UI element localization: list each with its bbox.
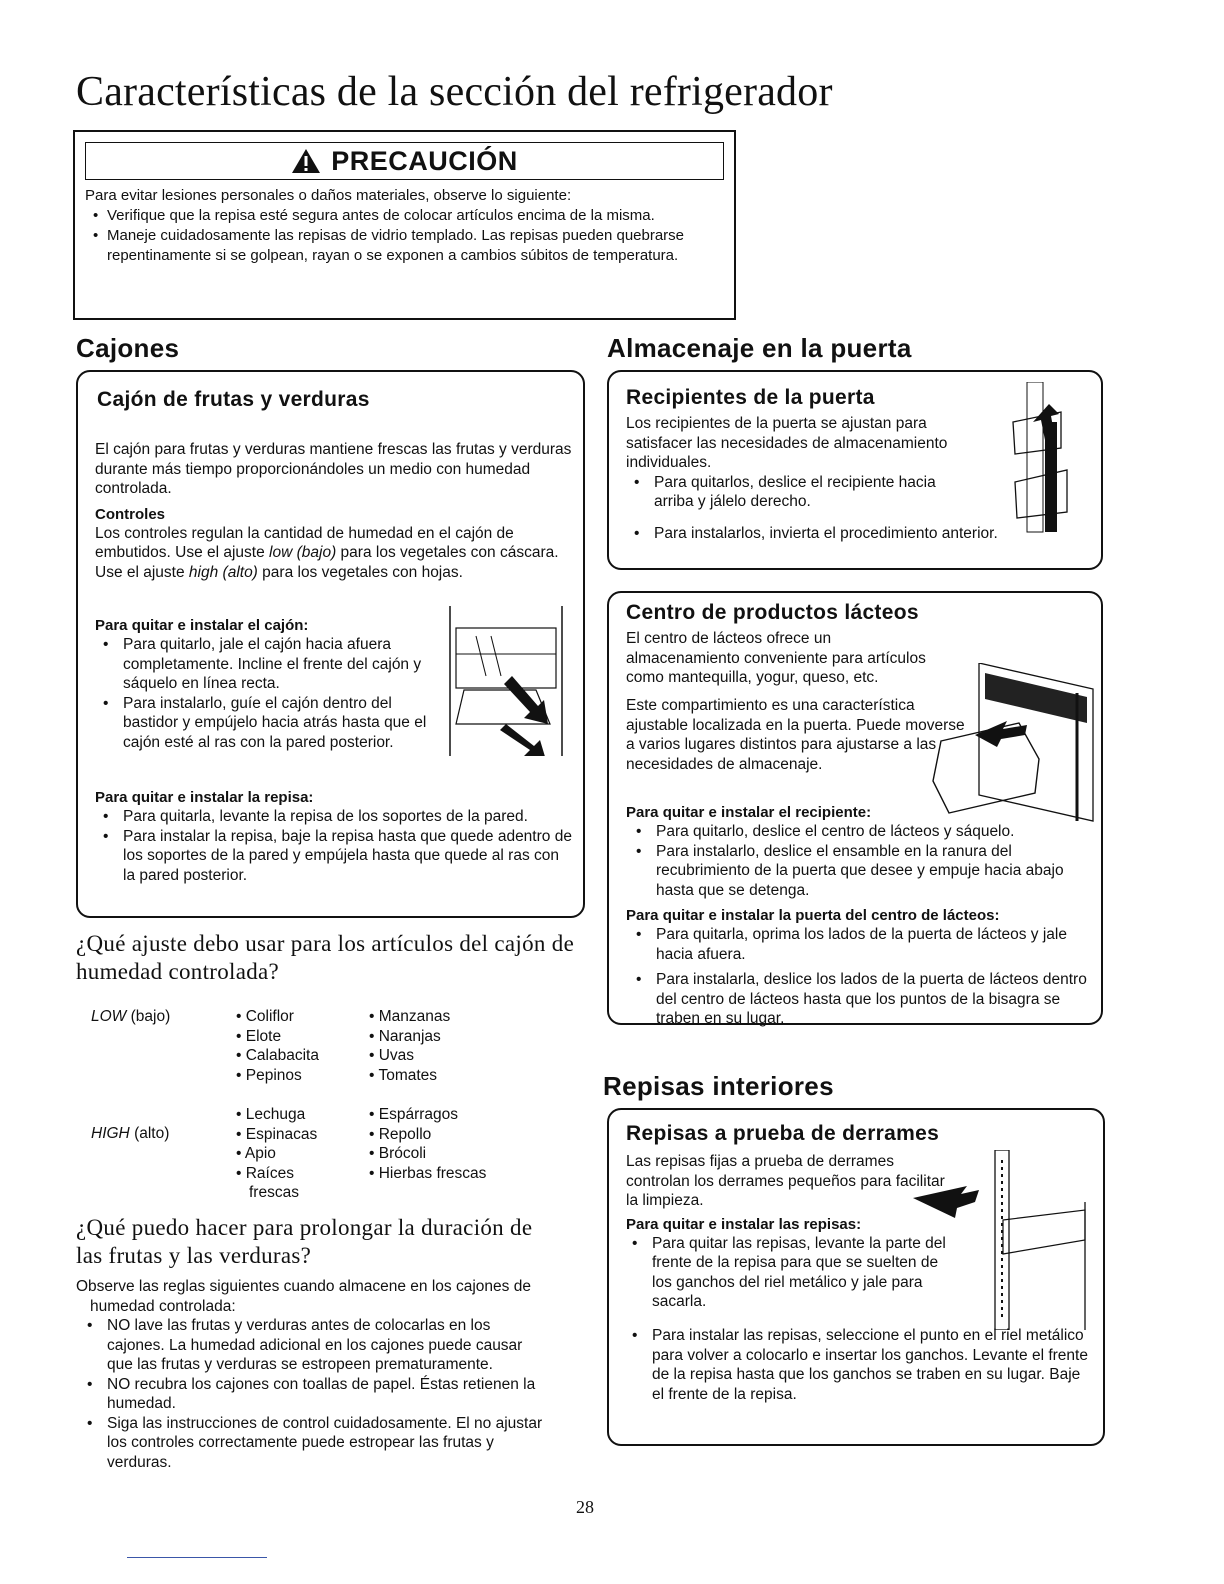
drawer-illustration (446, 606, 568, 756)
footer-rule (127, 1557, 267, 1558)
list-item: • Uvas (369, 1047, 415, 1064)
list-item: • Manzanas (369, 1008, 451, 1025)
remove-shelf-item: • Para quitarla, levante la repisa de los soportes de la pared. (123, 807, 575, 827)
list-item: • Naranjas (369, 1027, 441, 1045)
question2-title: ¿Qué puedo hacer para prolongar la duración de las frutas y las verduras? (76, 1215, 533, 1268)
crisper-box (76, 370, 585, 918)
dairy-bin-label: Para quitar e instalar el recipiente: (626, 804, 872, 821)
controles-label: Controles (95, 505, 166, 523)
dairy-bin-item: • Para instalarlo, deslice el ensamble en la ranura del recubrimiento de la puerta que desee y empuje hacia abajo hasta que se detenga. (656, 842, 1096, 901)
question1-title: ¿Qué ajuste debo usar para los artículos del cajón de humedad controlada? (76, 931, 575, 984)
list-item: • Espinacas (236, 1125, 318, 1143)
list-item: • Tomates (369, 1066, 438, 1084)
remove-drawer-item: • Para instalarlo, guíe el cajón dentro del bastidor y empújelo hacia atrás hasta que el cajón esté al ras con la pared posterior. (123, 694, 445, 753)
caution-intro: Para evitar lesiones personales o daños materiales, observe lo siguiente: (85, 187, 572, 204)
question2-item: • NO recubra los cajones con toallas de papel. Éstas retienen la humedad. (107, 1375, 546, 1414)
list-item: • Brócoli (369, 1145, 427, 1162)
question2-intro: Observe las reglas siguientes cuando almacene en los cajones de humedad controlada: (76, 1278, 531, 1315)
list-item: • Apio (236, 1145, 276, 1162)
high-label: HIGH (alto) (91, 1125, 170, 1142)
caution-item: • Maneje cuidadosamente las repisas de vidrio templado. Las repisas pueden quebrarse repentinamente si se golpean, rayan o se exponen a cambios súbitos de temperatura. (107, 226, 724, 266)
remove-shelf-label: Para quitar e instalar la repisa: (95, 789, 314, 806)
dairy-door-item: • Para quitarla, oprima los lados de la puerta de lácteos y jale hacia afuera. (656, 925, 1096, 964)
high-list-1 (236, 1105, 348, 1203)
list-item: • Calabacita (236, 1047, 319, 1064)
spillproof-title: Repisas a prueba de derrames (626, 1122, 940, 1145)
remove-drawer-label: Para quitar e instalar el cajón: (95, 617, 309, 634)
caution-heading-bar (85, 142, 724, 180)
high-list-2 (369, 1105, 486, 1183)
caution-box (73, 130, 736, 320)
crisper-title: Cajón de frutas y verduras (97, 388, 370, 411)
dairy-bin-item: • Para quitarlo, deslice el centro de lácteos y sáquelo. (656, 822, 1096, 842)
door-bins-box (607, 370, 1103, 570)
list-item: • Pepinos (236, 1066, 302, 1084)
question2-item: • NO lave las frutas y verduras antes de colocarlas en los cajones. La humedad adicional en los cajones puede causar que las frutas y verduras se estropeen prematuramente. (107, 1316, 546, 1375)
page-title: Características de la sección del refrigerador (76, 69, 833, 115)
caution-item: • Verifique que la repisa esté segura antes de colocar artículos encima de la misma. (107, 206, 724, 226)
dairy-door-item: • Para instalarla, deslice los lados de la puerta de lácteos dentro del centro de lácteos hasta que los puntos de la bisagra se traben en su lugar. (656, 970, 1096, 1029)
dairy-feature: Este compartimiento es una característica ajustable localizada en la puerta. Puede moverse a varios lugares distintos para ajustarse a las necesidades de almacenaje. (626, 697, 965, 773)
page-number: 28 (576, 1497, 594, 1517)
repisas-heading: Repisas interiores (603, 1071, 834, 1101)
list-item: • Raíces frescas (236, 1164, 299, 1201)
shelf-illustration (903, 1150, 1095, 1330)
door-bin-illustration (1005, 382, 1095, 542)
spillproof-box (607, 1108, 1105, 1446)
list-item: • Elote (236, 1027, 282, 1045)
almacenaje-heading: Almacenaje en la puerta (607, 333, 912, 363)
spillproof-item: • Para quitar las repisas, levante la parte del frente de la repisa para que se suelten de los ganchos del riel metálico y jale para sacarla. (652, 1234, 961, 1312)
dairy-box (607, 591, 1103, 1025)
dairy-intro: El centro de lácteos ofrece un almacenamiento conveniente para artículos como mantequilla, yogur, queso, etc. (626, 630, 926, 686)
low-label: LOW (bajo) (91, 1008, 171, 1025)
warning-icon (291, 148, 321, 174)
list-item: • Repollo (369, 1125, 432, 1143)
spillproof-item: • Para instalar las repisas, seleccione el punto en el riel metálico para volver a colocarlo e insertar los ganchos. Levante el frente de la repisa hasta que los ganchos se traben en su lugar. Baje el frente de la repisa. (652, 1326, 1094, 1404)
question2-item: • Siga las instrucciones de control cuidadosamente. El no ajustar los controles correctamente puede estropear las frutas y verduras. (107, 1414, 546, 1473)
low-list-1 (236, 1007, 319, 1085)
low-list-2 (369, 1007, 450, 1085)
door-bins-item: • Para instalarlos, invierta el procedimiento anterior. (654, 524, 1046, 544)
dairy-door-label: Para quitar e instalar la puerta del centro de lácteos: (626, 907, 1000, 924)
spillproof-intro: Las repisas fijas a prueba de derrames controlan los derrames pequeños para facilitar la limpieza. (626, 1153, 945, 1209)
list-item: • Espárragos (369, 1106, 458, 1123)
list-item: • Coliflor (236, 1008, 294, 1025)
cajones-heading: Cajones (76, 333, 180, 363)
controles-text: Los controles regulan la cantidad de humedad en el cajón de embutidos. Use el ajuste low (bajo) para los vegetales con cáscara. Use el ajuste high (alto) para los vegetales con hojas. (95, 524, 559, 581)
remove-drawer-item: • Para quitarlo, jale el cajón hacia afuera completamente. Incline el frente del cajón y sáquelo en línea recta. (123, 635, 445, 694)
caution-heading: PRECAUCIÓN (331, 145, 518, 176)
door-bins-title: Recipientes de la puerta (626, 386, 875, 409)
list-item: • Hierbas frescas (369, 1164, 487, 1182)
door-bins-intro: Los recipientes de la puerta se ajustan para satisfacer las necesidades de almacenamiento individuales. (626, 415, 948, 471)
spillproof-label: Para quitar e instalar las repisas: (626, 1215, 862, 1233)
dairy-title: Centro de productos lácteos (626, 601, 919, 624)
remove-shelf-item: • Para instalar la repisa, baje la repisa hasta que quede adentro de los soportes de la pared y empújela hasta que quede al ras con la pared posterior. (123, 827, 575, 886)
door-bins-item: • Para quitarlos, deslice el recipiente hacia arriba y jálelo derecho. (654, 473, 956, 512)
crisper-intro: El cajón para frutas y verduras mantiene frescas las frutas y verduras durante más tiempo proporcionándoles un medio con humedad controlada. (95, 441, 572, 497)
dairy-illustration (927, 663, 1097, 823)
list-item: • Lechuga (236, 1106, 306, 1123)
